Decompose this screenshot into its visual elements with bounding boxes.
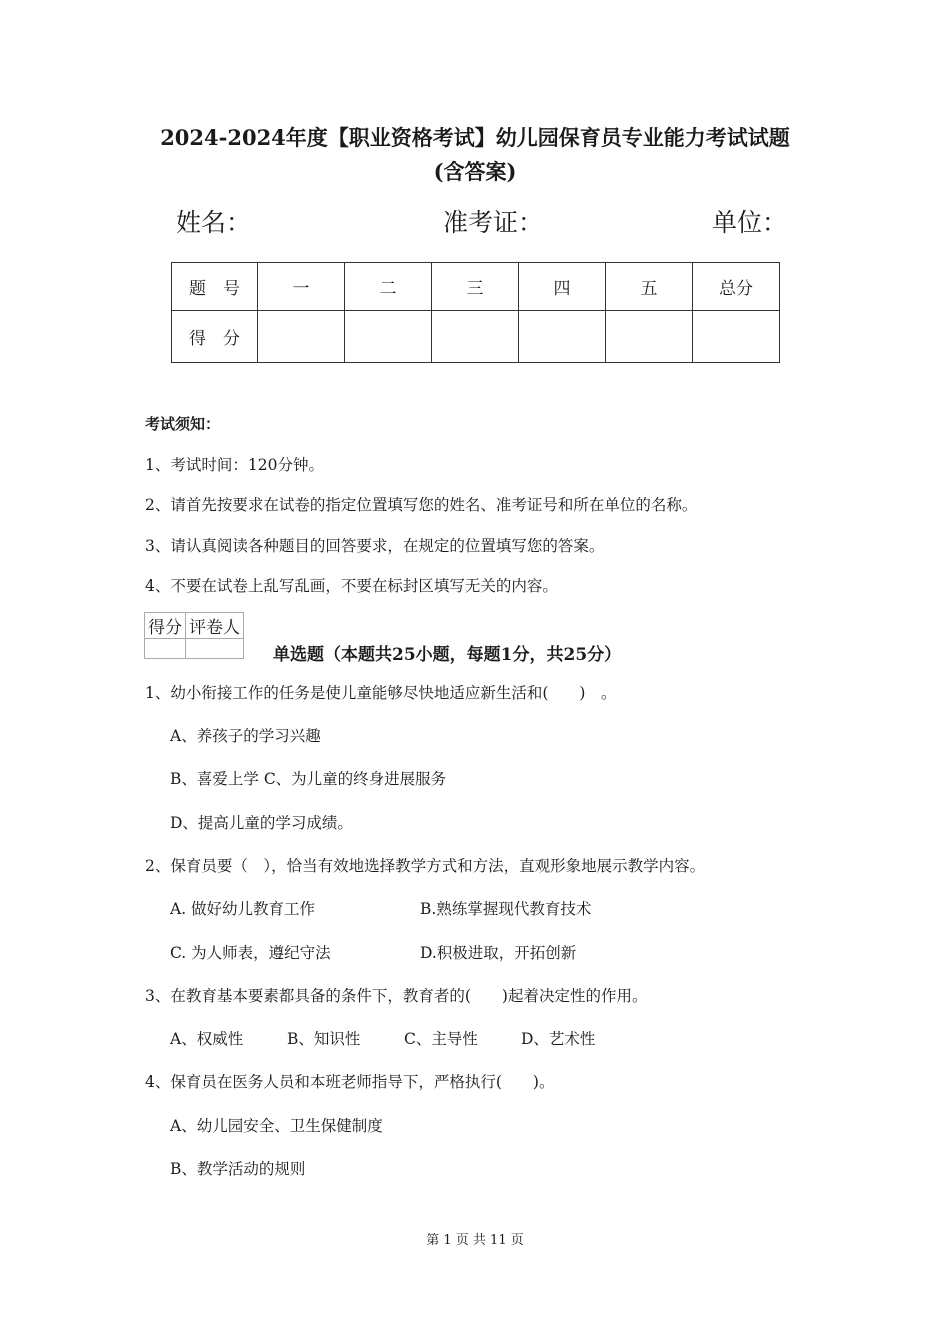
notice-item: 3、请认真阅读各种题目的回答要求，在规定的位置填写您的答案。 xyxy=(145,537,605,555)
question-option: B.熟练掌握现代教育技术 xyxy=(420,900,592,918)
question-stem: 2、保育员要（ ），恰当有效地选择教学方式和方法，直观形象地展示教学内容。 xyxy=(145,857,706,875)
document-title: 2024-2024年度【职业资格考试】幼儿园保育员专业能力考试试题 xyxy=(160,125,790,150)
score-table-col-3: 三 xyxy=(432,263,519,311)
notice-item: 2、请首先按要求在试卷的指定位置填写您的姓名、准考证号和所在单位的名称。 xyxy=(145,496,698,514)
question-option: A、幼儿园安全、卫生保健制度 xyxy=(170,1117,383,1135)
score-cell xyxy=(345,311,432,363)
name-field-label: 姓名： xyxy=(176,208,252,237)
question-option: C. 为人师表，遵纪守法 xyxy=(170,944,331,962)
question-option: A. 做好幼儿教育工作 xyxy=(170,900,316,918)
score-cell xyxy=(693,311,780,363)
score-cell xyxy=(519,311,606,363)
notice-item: 1、考试时间：120分钟。 xyxy=(145,456,324,474)
grader-score-label: 得分 xyxy=(145,613,186,639)
score-table-score-row xyxy=(172,311,780,363)
grader-name-label: 评卷人 xyxy=(186,613,244,639)
score-table-row-label: 得 分 xyxy=(172,311,258,363)
score-table-col-total: 总分 xyxy=(693,263,780,311)
grader-score-cell xyxy=(145,639,186,659)
question-option: B、知识性 xyxy=(287,1030,361,1048)
score-cell xyxy=(432,311,519,363)
score-table xyxy=(171,262,780,363)
document-subtitle: (含答案) xyxy=(433,159,517,184)
question-option: B、喜爱上学 C、为儿童的终身进展服务 xyxy=(170,770,447,788)
score-cell xyxy=(258,311,345,363)
question-option: C、主导性 xyxy=(404,1030,478,1048)
question-option: D.积极进取，开拓创新 xyxy=(420,944,577,962)
score-table-col-5: 五 xyxy=(606,263,693,311)
score-table-header-row xyxy=(172,263,780,311)
question-stem: 4、保育员在医务人员和本班老师指导下，严格执行( )。 xyxy=(145,1073,555,1091)
question-stem: 3、在教育基本要素都具备的条件下，教育者的( )起着决定性的作用。 xyxy=(145,987,648,1005)
score-table-col-1: 一 xyxy=(258,263,345,311)
page-number: 第 1 页 共 11 页 xyxy=(426,1233,524,1248)
exam-id-field-label: 准考证： xyxy=(443,208,544,237)
unit-field-label: 单位： xyxy=(712,208,788,237)
notice-item: 4、不要在试卷上乱写乱画，不要在标封区填写无关的内容。 xyxy=(145,577,558,595)
score-table-col-4: 四 xyxy=(519,263,606,311)
question-stem: 1、幼小衔接工作的任务是使儿童能够尽快地适应新生活和( ) 。 xyxy=(145,684,617,702)
question-option: D、提高儿童的学习成绩。 xyxy=(170,814,353,832)
question-option: A、养孩子的学习兴趣 xyxy=(170,727,321,745)
score-table-col-2: 二 xyxy=(345,263,432,311)
grader-table xyxy=(144,612,244,659)
question-option: A、权威性 xyxy=(170,1030,244,1048)
score-cell xyxy=(606,311,693,363)
section-heading: 单选题（本题共25小题，每题1分，共25分） xyxy=(273,645,622,665)
score-table-row-label: 题 号 xyxy=(172,263,258,311)
notice-heading: 考试须知： xyxy=(145,415,221,433)
grader-name-cell xyxy=(186,639,244,659)
question-option: D、艺术性 xyxy=(521,1030,596,1048)
question-option: B、教学活动的规则 xyxy=(170,1160,306,1178)
